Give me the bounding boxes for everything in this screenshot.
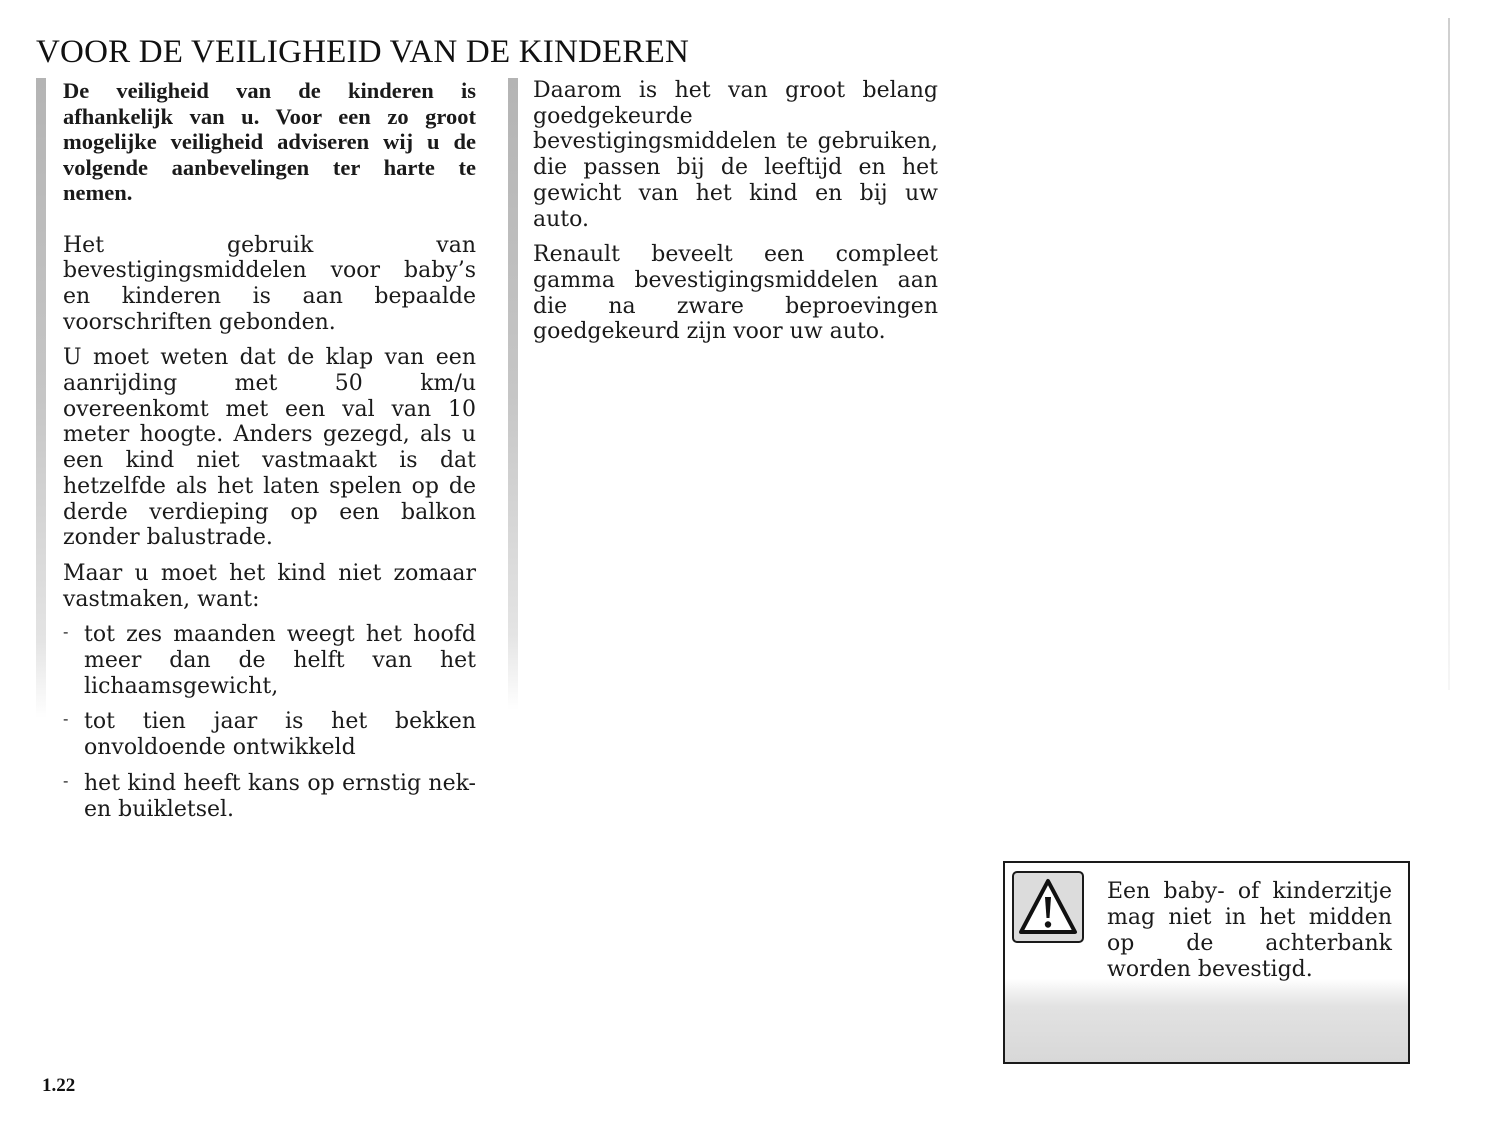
margin-bar: [36, 78, 46, 718]
list-item: [63, 709, 476, 760]
warning-triangle-icon: [1012, 871, 1084, 943]
page-number: 1.22: [42, 1075, 76, 1096]
paragraph-impact: U moet weten dat de klap van een aanrijding met 50 km/u overeenkomt met een val van 10 meter hoogte. Anders gezegd, als u een kind niet vastmaakt is dat hetzelfde als het laten spelen op de derde verdieping op een balkon zonder balustrade.: [63, 345, 476, 551]
bullet-marker: -: [63, 770, 69, 790]
page-title: VOOR DE VEILIGHEID VAN DE KINDEREN: [36, 34, 689, 70]
right-margin-rule: [1448, 18, 1450, 690]
list-item: [63, 771, 476, 822]
list-item-text: tot tien jaar is het bekken onvoldoende ontwikkeld: [84, 709, 476, 761]
margin-bar: [508, 78, 518, 710]
intro-paragraph: De veiligheid van de kinderen is afhankelijk van u. Voor een zo groot mogelijke veiligheid adviseren wij u de volgende aanbevelingen ter harte te nemen.: [63, 78, 476, 205]
list-item-text: het kind heeft kans op ernstig nek- en buikletsel.: [84, 770, 476, 822]
list-item-text: tot zes maanden weegt het hoofd meer dan de helft van het lichaamsgewicht,: [84, 622, 476, 699]
bullet-marker: -: [63, 709, 69, 729]
paragraph-regulations: Het gebruik van bevestigingsmiddelen voor baby’s en kinderen is aan bepaalde voorschriften gebonden.: [63, 232, 476, 335]
warning-box: [1003, 861, 1410, 1064]
paragraph-importance: Daarom is het van groot belang goedgekeurde bevestigingsmiddelen te gebruiken, die passen bij de leeftijd en het gewicht van het kind en bij uw auto.: [533, 78, 938, 232]
paragraph-renault: Renault beveelt een compleet gamma bevestigingsmiddelen aan die na zware beproevingen goedgekeurd zijn voor uw auto.: [533, 242, 938, 345]
bullet-marker: -: [63, 622, 69, 642]
paragraph-fastening: Maar u moet het kind niet zomaar vastmaken, want:: [63, 560, 476, 612]
warning-text: Een baby- of kinderzitje mag niet in het midden op de achterbank worden bevestigd.: [1107, 879, 1392, 982]
list-item: [63, 622, 476, 699]
